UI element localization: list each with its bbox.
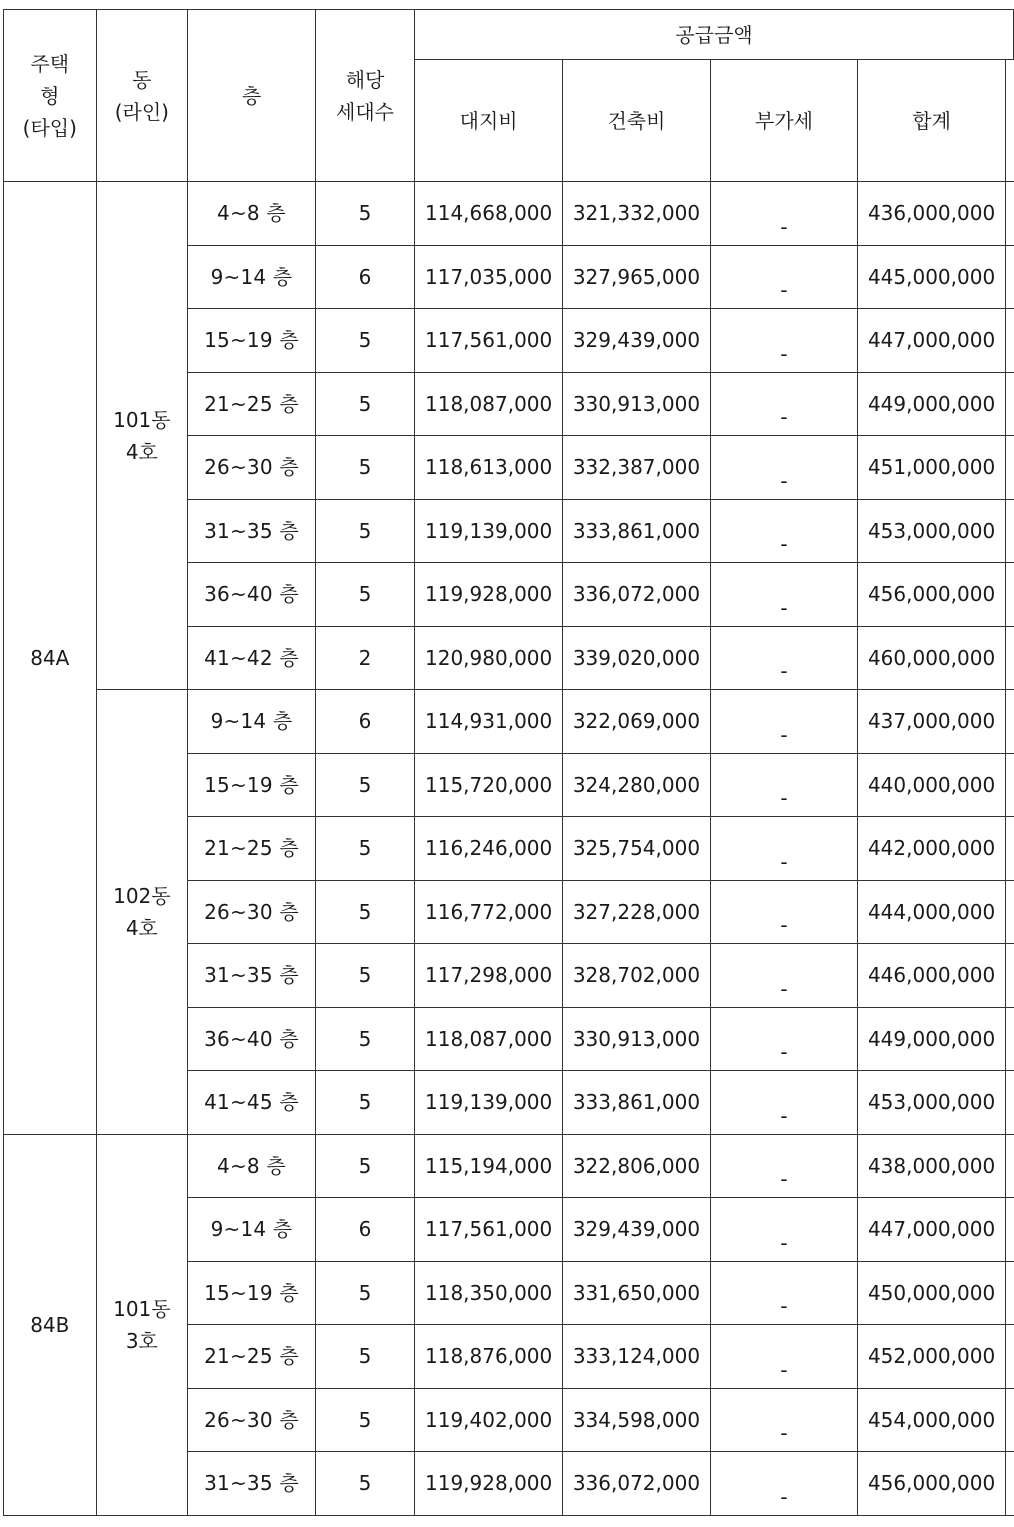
- land-price-cell: 114,668,000: [415, 182, 563, 246]
- units-cell: 5: [315, 944, 414, 1008]
- vat-cell: -: [710, 309, 857, 373]
- floor-cell: 36~40 층: [188, 1007, 316, 1071]
- land-price-cell: 118,087,000: [415, 372, 563, 436]
- floor-cell: 15~19 층: [188, 1261, 316, 1325]
- total-price-cell: 453,000,000: [858, 1071, 1006, 1135]
- header-land: 대지비: [415, 60, 563, 182]
- floor-cell: 21~25 층: [188, 372, 316, 436]
- construction-price-cell: 322,069,000: [563, 690, 711, 754]
- total-price-cell: 445,000,000: [858, 245, 1006, 309]
- vat-cell: -: [710, 690, 857, 754]
- vat-cell: -: [710, 1198, 857, 1262]
- edge-cell: [1005, 372, 1013, 436]
- total-price-cell: 449,000,000: [858, 1007, 1006, 1071]
- land-price-cell: 116,246,000: [415, 817, 563, 881]
- construction-price-cell: 328,702,000: [563, 944, 711, 1008]
- land-price-cell: 115,194,000: [415, 1134, 563, 1198]
- construction-price-cell: 327,228,000: [563, 880, 711, 944]
- table-row: [4, 690, 1014, 754]
- total-price-cell: 447,000,000: [858, 309, 1006, 373]
- land-price-cell: 114,931,000: [415, 690, 563, 754]
- edge-cell: [1005, 880, 1013, 944]
- units-cell: 5: [315, 436, 414, 500]
- header-extra: [1005, 60, 1013, 182]
- edge-cell: [1005, 1452, 1013, 1516]
- total-price-cell: 446,000,000: [858, 944, 1006, 1008]
- edge-cell: [1005, 626, 1013, 690]
- total-price-cell: 451,000,000: [858, 436, 1006, 500]
- construction-price-cell: 321,332,000: [563, 182, 711, 246]
- construction-price-cell: 336,072,000: [563, 563, 711, 627]
- total-price-cell: 444,000,000: [858, 880, 1006, 944]
- land-price-cell: 117,035,000: [415, 245, 563, 309]
- vat-cell: -: [710, 1071, 857, 1135]
- vat-cell: -: [710, 817, 857, 881]
- table-row: [4, 182, 1014, 246]
- total-price-cell: 454,000,000: [858, 1388, 1006, 1452]
- header-construction: 건축비: [563, 60, 711, 182]
- vat-cell: -: [710, 1261, 857, 1325]
- total-price-cell: 437,000,000: [858, 690, 1006, 754]
- land-price-cell: 120,980,000: [415, 626, 563, 690]
- units-cell: 6: [315, 1198, 414, 1262]
- total-price-cell: 450,000,000: [858, 1261, 1006, 1325]
- vat-cell: -: [710, 626, 857, 690]
- floor-cell: 4~8 층: [188, 1134, 316, 1198]
- total-price-cell: 440,000,000: [858, 753, 1006, 817]
- construction-price-cell: 324,280,000: [563, 753, 711, 817]
- units-cell: 5: [315, 499, 414, 563]
- units-cell: 5: [315, 1388, 414, 1452]
- header-vat: 부가세: [710, 60, 857, 182]
- edge-cell: [1005, 1071, 1013, 1135]
- land-price-cell: 119,402,000: [415, 1388, 563, 1452]
- total-price-cell: 447,000,000: [858, 1198, 1006, 1262]
- construction-price-cell: 334,598,000: [563, 1388, 711, 1452]
- construction-price-cell: 333,124,000: [563, 1325, 711, 1389]
- units-cell: 6: [315, 245, 414, 309]
- vat-cell: -: [710, 944, 857, 1008]
- supply-price-table: [3, 9, 1014, 1516]
- construction-price-cell: 322,806,000: [563, 1134, 711, 1198]
- floor-cell: 4~8 층: [188, 182, 316, 246]
- edge-cell: [1005, 1261, 1013, 1325]
- land-price-cell: 116,772,000: [415, 880, 563, 944]
- vat-cell: -: [710, 1007, 857, 1071]
- land-price-cell: 119,928,000: [415, 563, 563, 627]
- total-price-cell: 456,000,000: [858, 1452, 1006, 1516]
- edge-cell: [1005, 1388, 1013, 1452]
- type-cell: 84B: [4, 1134, 97, 1515]
- vat-cell: -: [710, 880, 857, 944]
- total-price-cell: 449,000,000: [858, 372, 1006, 436]
- building-cell: 101동 3호: [96, 1134, 188, 1515]
- floor-cell: 26~30 층: [188, 1388, 316, 1452]
- units-cell: 5: [315, 817, 414, 881]
- edge-cell: [1005, 1007, 1013, 1071]
- total-price-cell: 453,000,000: [858, 499, 1006, 563]
- total-price-cell: 452,000,000: [858, 1325, 1006, 1389]
- edge-cell: [1005, 499, 1013, 563]
- units-cell: 5: [315, 563, 414, 627]
- edge-cell: [1005, 1325, 1013, 1389]
- land-price-cell: 117,561,000: [415, 309, 563, 373]
- construction-price-cell: 331,650,000: [563, 1261, 711, 1325]
- edge-cell: [1005, 944, 1013, 1008]
- total-price-cell: 456,000,000: [858, 563, 1006, 627]
- land-price-cell: 118,613,000: [415, 436, 563, 500]
- units-cell: 5: [315, 1134, 414, 1198]
- vat-cell: -: [710, 182, 857, 246]
- construction-price-cell: 339,020,000: [563, 626, 711, 690]
- land-price-cell: 117,561,000: [415, 1198, 563, 1262]
- floor-cell: 36~40 층: [188, 563, 316, 627]
- header-total: 합계: [858, 60, 1006, 182]
- land-price-cell: 119,928,000: [415, 1452, 563, 1516]
- floor-cell: 31~35 층: [188, 499, 316, 563]
- units-cell: 5: [315, 1007, 414, 1071]
- vat-cell: -: [710, 563, 857, 627]
- units-cell: 5: [315, 753, 414, 817]
- units-cell: 5: [315, 1261, 414, 1325]
- land-price-cell: 118,087,000: [415, 1007, 563, 1071]
- edge-cell: [1005, 245, 1013, 309]
- land-price-cell: 119,139,000: [415, 499, 563, 563]
- floor-cell: 15~19 층: [188, 753, 316, 817]
- price-table-container: [3, 9, 1014, 1516]
- vat-cell: -: [710, 245, 857, 309]
- floor-cell: 41~42 층: [188, 626, 316, 690]
- floor-cell: 31~35 층: [188, 944, 316, 1008]
- construction-price-cell: 333,861,000: [563, 499, 711, 563]
- construction-price-cell: 330,913,000: [563, 1007, 711, 1071]
- units-cell: 6: [315, 690, 414, 754]
- edge-cell: [1005, 563, 1013, 627]
- construction-price-cell: 329,439,000: [563, 309, 711, 373]
- construction-price-cell: 336,072,000: [563, 1452, 711, 1516]
- floor-cell: 9~14 층: [188, 690, 316, 754]
- floor-cell: 41~45 층: [188, 1071, 316, 1135]
- edge-cell: [1005, 753, 1013, 817]
- edge-cell: [1005, 436, 1013, 500]
- floor-cell: 26~30 층: [188, 880, 316, 944]
- edge-cell: [1005, 309, 1013, 373]
- units-cell: 5: [315, 309, 414, 373]
- vat-cell: -: [710, 1325, 857, 1389]
- construction-price-cell: 327,965,000: [563, 245, 711, 309]
- construction-price-cell: 325,754,000: [563, 817, 711, 881]
- construction-price-cell: 329,439,000: [563, 1198, 711, 1262]
- units-cell: 5: [315, 1071, 414, 1135]
- construction-price-cell: 330,913,000: [563, 372, 711, 436]
- edge-cell: [1005, 817, 1013, 881]
- floor-cell: 21~25 층: [188, 1325, 316, 1389]
- table-header: [4, 10, 1014, 182]
- edge-cell: [1005, 1198, 1013, 1262]
- floor-cell: 26~30 층: [188, 436, 316, 500]
- header-type: 주택 형 (타입): [4, 10, 97, 182]
- header-supply-price: 공급금액: [415, 10, 1014, 60]
- vat-cell: -: [710, 1388, 857, 1452]
- land-price-cell: 118,876,000: [415, 1325, 563, 1389]
- units-cell: 2: [315, 626, 414, 690]
- units-cell: 5: [315, 182, 414, 246]
- construction-price-cell: 333,861,000: [563, 1071, 711, 1135]
- units-cell: 5: [315, 1452, 414, 1516]
- table-row: [4, 1134, 1014, 1198]
- edge-cell: [1005, 690, 1013, 754]
- table-body: [4, 182, 1014, 1516]
- total-price-cell: 460,000,000: [858, 626, 1006, 690]
- floor-cell: 31~35 층: [188, 1452, 316, 1516]
- land-price-cell: 118,350,000: [415, 1261, 563, 1325]
- type-cell: 84A: [4, 182, 97, 1135]
- units-cell: 5: [315, 880, 414, 944]
- vat-cell: -: [710, 1452, 857, 1516]
- total-price-cell: 438,000,000: [858, 1134, 1006, 1198]
- total-price-cell: 442,000,000: [858, 817, 1006, 881]
- units-cell: 5: [315, 1325, 414, 1389]
- edge-cell: [1005, 182, 1013, 246]
- header-units: 해당 세대수: [315, 10, 414, 182]
- floor-cell: 9~14 층: [188, 1198, 316, 1262]
- edge-cell: [1005, 1134, 1013, 1198]
- vat-cell: -: [710, 499, 857, 563]
- vat-cell: -: [710, 753, 857, 817]
- floor-cell: 15~19 층: [188, 309, 316, 373]
- land-price-cell: 117,298,000: [415, 944, 563, 1008]
- vat-cell: -: [710, 1134, 857, 1198]
- vat-cell: -: [710, 372, 857, 436]
- floor-cell: 9~14 층: [188, 245, 316, 309]
- land-price-cell: 119,139,000: [415, 1071, 563, 1135]
- floor-cell: 21~25 층: [188, 817, 316, 881]
- units-cell: 5: [315, 372, 414, 436]
- total-price-cell: 436,000,000: [858, 182, 1006, 246]
- header-floor: 층: [188, 10, 316, 182]
- building-cell: 102동 4호: [96, 690, 188, 1135]
- land-price-cell: 115,720,000: [415, 753, 563, 817]
- header-building: 동 (라인): [96, 10, 188, 182]
- vat-cell: -: [710, 436, 857, 500]
- building-cell: 101동 4호: [96, 182, 188, 690]
- construction-price-cell: 332,387,000: [563, 436, 711, 500]
